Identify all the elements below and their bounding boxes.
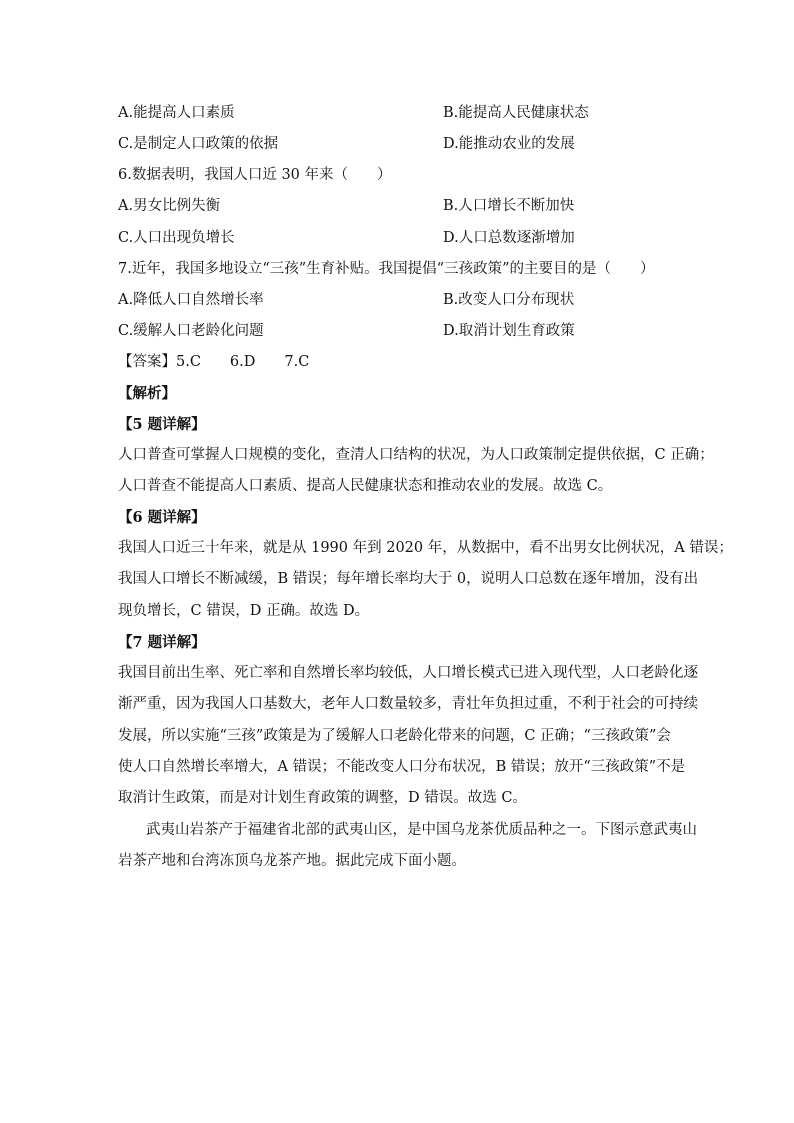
answer-line: 【答案】5.C 6.D 7.C: [118, 354, 310, 370]
analysis-heading: 【解析】: [118, 385, 176, 402]
q7-option-b: B.改变人口分布现状: [443, 292, 575, 308]
q6-stem: 6.数据表明，我国人口近 30 年来（ ）: [118, 167, 392, 183]
intro-line: 武夷山岩茶产于福建省北部的武夷山区，是中国乌龙茶优质品种之一。下图示意武夷山: [146, 822, 697, 838]
q5-option-c: C.是制定人口政策的依据: [118, 136, 279, 152]
detail6-paragraph: [118, 533, 733, 627]
detail6-line: 我国人口近三十年来，就是从 1990 年到 2020 年，从数据中，看不出男女比例状况，A 错误；: [118, 540, 733, 556]
detail6-line: 我国人口增长不断减缓，B 错误；每年增长率均大于 0，说明人口总数在逐年增加，没有出: [118, 571, 699, 588]
detail7-paragraph: [118, 658, 698, 814]
detail7-line: 发展，所以实施“三孩”政策是为了缓解人口老龄化带来的问题，C 正确；“三孩政策”会: [118, 727, 671, 744]
intro-paragraph: [118, 815, 697, 878]
detail7-line: 使人口自然增长率增大，A 错误；不能改变人口分布状况，B 错误；放开“三孩政策”不是: [118, 758, 686, 775]
intro-line: 岩茶产地和台湾冻顶乌龙茶产地。据此完成下面小题。: [118, 853, 466, 870]
detail5-line: 人口普查不能提高人口素质、提高人民健康状态和推动农业的发展。故选 C。: [118, 478, 613, 495]
q6-option-a: A.男女比例失衡: [118, 198, 221, 214]
q5-option-a: A.能提高人口素质: [118, 105, 235, 121]
detail5-heading: 【5 题详解】: [118, 416, 206, 433]
detail7-heading: 【7 题详解】: [118, 634, 206, 651]
detail6-line: 现负增长，C 错误，D 正确。故选 D。: [118, 602, 370, 619]
q5-option-d: D.能推动农业的发展: [443, 136, 575, 152]
q6-option-c: C.人口出现负增长: [118, 230, 235, 246]
detail7-line: 渐严重，因为我国人口基数大，老年人口数量较多，青壮年负担过重，不利于社会的可持续: [118, 696, 698, 713]
q6-option-d: D.人口总数逐渐增加: [443, 230, 575, 246]
q7-option-c: C.缓解人口老龄化问题: [118, 323, 264, 339]
detail5-paragraph: [118, 440, 714, 503]
q7-option-d: D.取消计划生育政策: [443, 323, 575, 339]
q7-stem: 7.近年，我国多地设立“三孩”生育补贴。我国提倡“三孩政策”的主要目的是（ ）: [118, 261, 655, 277]
detail6-heading: 【6 题详解】: [118, 509, 206, 526]
detail5-line: 人口普查可掌握人口规模的变化，查清人口结构的状况，为人口政策制定提供依据，C 正确；: [118, 447, 714, 463]
q6-option-b: B.人口增长不断加快: [443, 198, 575, 214]
detail7-line: 取消计生政策，而是对计划生育政策的调整，D 错误。故选 C。: [118, 790, 527, 807]
q5-option-b: B.能提高人民健康状态: [443, 105, 589, 121]
q7-option-a: A.降低人口自然增长率: [118, 292, 264, 308]
detail7-line: 我国目前出生率、死亡率和自然增长率均较低，人口增长模式已进入现代型，人口老龄化逐: [118, 665, 698, 681]
